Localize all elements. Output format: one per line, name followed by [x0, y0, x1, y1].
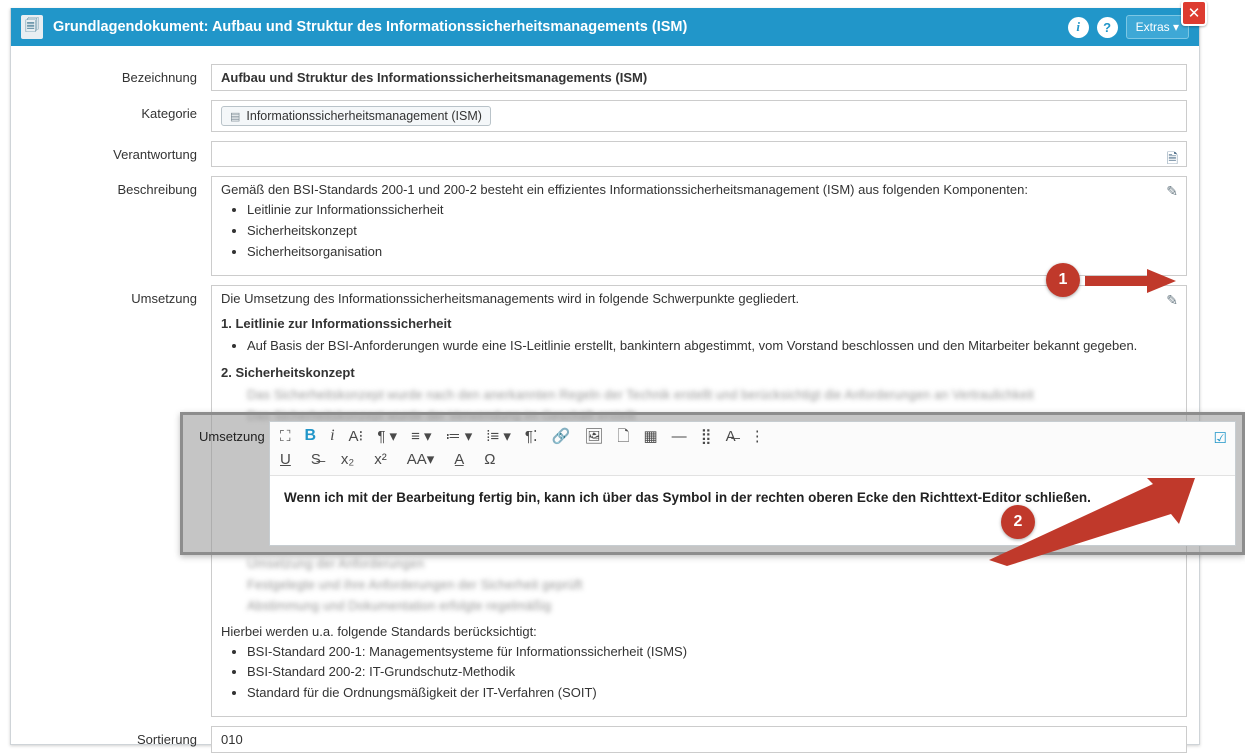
- strikethrough-icon[interactable]: S̶: [310, 451, 321, 468]
- editor-toolbar-row-1: [270, 422, 1235, 450]
- help-icon[interactable]: ?: [1097, 17, 1118, 38]
- list-item: • Das Sicherheitskonzept wurde nach den anerkannten Regeln der Technik erstellt und berücksichtigt die Anforderungen an Vertraulichkeit: [247, 386, 1177, 405]
- clear-formatting-icon[interactable]: A̶: [725, 427, 736, 445]
- input-beschreibung[interactable]: [211, 176, 1187, 276]
- input-kategorie[interactable]: [211, 100, 1187, 132]
- callout-badge-2-label: 2: [1013, 513, 1023, 530]
- input-bezeichnung[interactable]: Aufbau und Struktur des Informationssicherheitsmanagements (ISM): [211, 64, 1187, 91]
- row-sortierung: [11, 726, 1187, 753]
- italic-icon[interactable]: i: [330, 427, 335, 444]
- horizontal-rule-icon[interactable]: —: [671, 427, 687, 445]
- row-bezeichnung: [11, 64, 1187, 91]
- list-item: • Sicherheitskonzept: [247, 222, 1177, 241]
- kategorie-tag[interactable]: [221, 106, 491, 126]
- list-item: • Standard für die Ordnungsmäßigkeit der IT-Verfahren (SOIT): [247, 684, 1177, 703]
- document-window: [10, 5, 1201, 748]
- ordered-list-icon[interactable]: ≔ ▾: [445, 427, 473, 445]
- text-size-icon[interactable]: AA▾: [406, 451, 435, 468]
- subscript-icon[interactable]: x₂: [340, 451, 355, 468]
- close-editor-icon[interactable]: ☑: [1213, 430, 1227, 447]
- row-beschreibung: [11, 176, 1187, 276]
- edit-beschreibung-icon[interactable]: ✎: [1166, 183, 1178, 199]
- umsetzung-intro: Die Umsetzung des Informationssicherheitsmanagements wird in folgende Schwerpunkte gegliedert.: [221, 290, 800, 306]
- more-options-icon[interactable]: ⋮: [749, 427, 765, 445]
- file-icon[interactable]: 🗋: [617, 427, 630, 445]
- input-verantwortung[interactable]: [211, 141, 1187, 167]
- list-item: • Umsetzung der Anforderungen: [247, 555, 1177, 574]
- beschreibung-intro: Gemäß den BSI-Standards 200-1 und 200-2 besteht ein effizientes Informationssicherheitsmanagement (ISM) aus folgenden Komponenten:: [221, 182, 1028, 197]
- list-item: • Sicherheitsorganisation: [247, 243, 1177, 262]
- callout-badge-1: 1: [1046, 263, 1080, 297]
- row-kategorie: [11, 100, 1187, 132]
- label-sortierung: Sortierung: [137, 732, 197, 748]
- editor-toolbar-row-2: [270, 450, 1235, 475]
- list-item: • Festgelegte und ihre Anforderungen der Sicherheit geprüft: [247, 576, 1177, 595]
- font-size-icon[interactable]: A⁝: [348, 427, 364, 445]
- paragraph-format-icon[interactable]: ¶ ▾: [377, 427, 398, 445]
- input-sortierung[interactable]: 010: [211, 726, 1187, 753]
- umsetzung-list-1: [221, 337, 1177, 356]
- umsetzung-heading-1: 1. Leitlinie zur Informationssicherheit: [221, 315, 452, 331]
- label-beschreibung: Beschreibung: [117, 182, 197, 197]
- beschreibung-list: [221, 201, 1177, 262]
- info-icon[interactable]: i: [1068, 17, 1089, 38]
- paragraph-style-icon[interactable]: ¶⁚: [524, 427, 538, 445]
- label-verantwortung: Verantwortung: [113, 147, 197, 162]
- grid-icon[interactable]: ⣿: [700, 427, 712, 445]
- special-character-icon[interactable]: Ω: [484, 451, 496, 468]
- link-icon[interactable]: 🔗: [551, 427, 571, 445]
- callout-arrow-1: [1085, 268, 1177, 294]
- unordered-list-icon[interactable]: ⁞≡ ▾: [486, 427, 511, 445]
- umsetzung-heading-2: 2. Sicherheitskonzept: [221, 365, 355, 381]
- underline-icon[interactable]: U: [280, 451, 291, 468]
- close-button[interactable]: ✕: [1181, 0, 1207, 26]
- folder-icon: ▤: [230, 110, 241, 123]
- editor-content[interactable]: Wenn ich mit der Bearbeitung fertig bin, kann ich über das Symbol in der rechten oberen Ecke den Richttext-Editor schließen.: [270, 475, 1235, 545]
- umsetzung-standards-intro: Hierbei werden u.a. folgende Standards berücksichtigt:: [221, 623, 537, 639]
- editor-label: Umsetzung: [199, 429, 265, 444]
- label-umsetzung: Umsetzung: [131, 290, 197, 306]
- fullscreen-icon[interactable]: ⛶: [280, 427, 291, 445]
- document-icon: 🗐: [21, 15, 43, 39]
- titlebar-actions: [1068, 15, 1189, 39]
- list-item: • BSI-Standard 200-1: Managementsysteme für Informationssicherheit (ISMS): [247, 643, 1177, 662]
- extras-button[interactable]: Extras ▾: [1126, 15, 1189, 39]
- window-titlebar: [11, 8, 1199, 46]
- edit-umsetzung-icon[interactable]: ✎: [1166, 291, 1178, 308]
- callout-badge-2: [1001, 505, 1035, 539]
- label-bezeichnung: Bezeichnung: [121, 70, 197, 85]
- list-item: • Leitlinie zur Informationssicherheit: [247, 201, 1177, 220]
- row-verantwortung: [11, 141, 1187, 167]
- label-kategorie: Kategorie: [141, 106, 197, 121]
- window-title: Grundlagendokument: Aufbau und Struktur des Informationssicherheitsmanagements (ISM): [53, 19, 688, 35]
- text-color-icon[interactable]: A̲: [454, 451, 465, 468]
- select-document-icon[interactable]: 🗎: [1166, 150, 1178, 166]
- image-icon[interactable]: 🖼: [584, 427, 604, 445]
- superscript-icon[interactable]: x²: [374, 451, 387, 468]
- table-icon[interactable]: ▦: [643, 427, 658, 445]
- list-item: • BSI-Standard 200-2: IT-Grundschutz-Methodik: [247, 663, 1177, 682]
- align-icon[interactable]: ≡ ▾: [411, 427, 432, 445]
- kategorie-tag-label: Informationssicherheitsmanagement (ISM): [246, 109, 482, 123]
- list-item: • Abstimmung und Dokumentation erfolgte regelmäßig: [247, 597, 1177, 616]
- document-form: [11, 46, 1199, 753]
- bold-icon[interactable]: B: [304, 427, 317, 444]
- umsetzung-standards-list: [221, 643, 1177, 704]
- list-item: • Auf Basis der BSI-Anforderungen wurde eine IS-Leitlinie erstellt, bankintern abgestimmt, vom Vorstand beschlossen und den Mitarbeiter bekannt gegeben.: [247, 337, 1177, 356]
